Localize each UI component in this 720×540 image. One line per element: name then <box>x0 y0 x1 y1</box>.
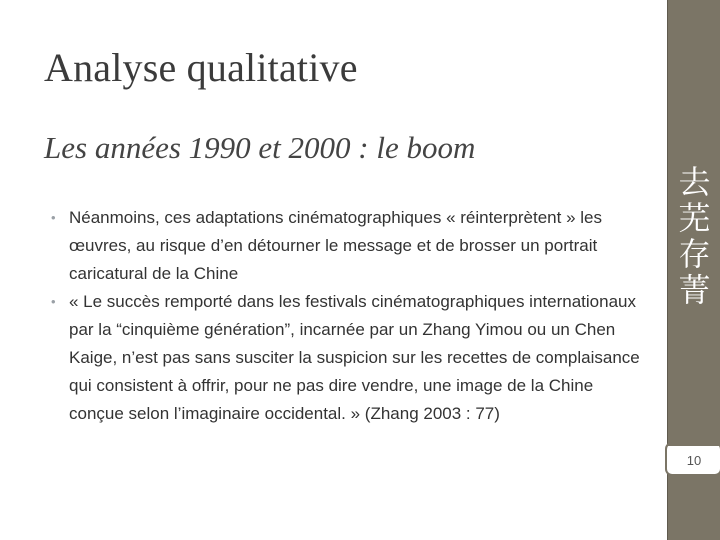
idiom-char: 存 <box>678 235 711 273</box>
bullet-dot-icon: • <box>51 210 56 225</box>
bullet-text: Néanmoins, ces adaptations cinématographiques « réinterprètent » les œuvres, au risque d’en détourner le message et de brosser un portrait caricatural de la Chine <box>69 208 602 283</box>
page-number-bracket-right <box>713 442 720 476</box>
idiom-char: 芜 <box>678 199 711 237</box>
slide-title: Analyse qualitative <box>44 45 358 90</box>
chinese-idiom <box>672 164 717 308</box>
bullet-item <box>50 204 640 288</box>
bullet-dot-icon: • <box>51 294 56 309</box>
slide-subtitle: Les années 1990 et 2000 : le boom <box>44 130 476 165</box>
page-number: 10 <box>665 446 720 474</box>
bullet-text: « Le succès remporté dans les festivals cinématographiques internationaux par la “cinquième génération”, incarnée par un Zhang Yimou ou un Chen Kaige, n’est pas sans susciter la suspicion sur les recettes de complaisance qui consistent à offrir, pour ne pas dire vendre, une image de la Chine conçue selon l’imaginaire occidental. » (Zhang 2003 : 77) <box>69 292 640 423</box>
bullet-list <box>50 204 640 428</box>
idiom-char: 菁 <box>678 271 711 309</box>
page-number-bracket-left <box>665 442 674 476</box>
bullet-item <box>50 288 640 428</box>
idiom-char: 去 <box>678 163 711 201</box>
